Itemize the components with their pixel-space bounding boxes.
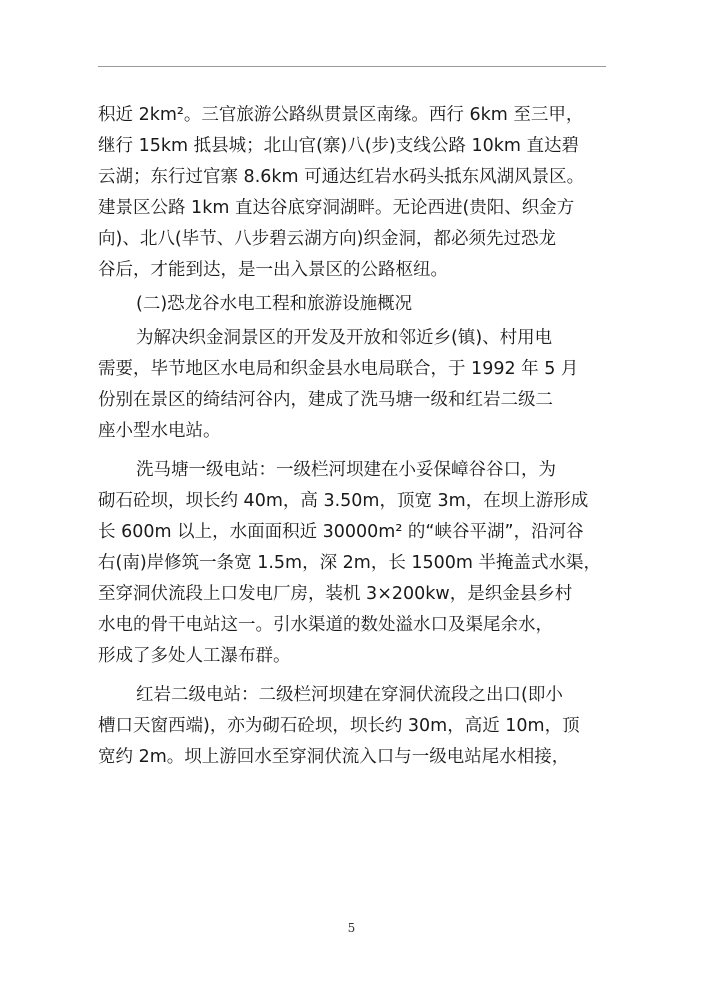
section-heading-text: (二)恐龙谷水电工程和旅游设施概况 bbox=[136, 294, 413, 314]
text-line: 水电的骨干电站这一。引水渠道的数处溢水口及渠尾余水， bbox=[98, 615, 553, 635]
paragraph-transport bbox=[98, 100, 608, 286]
text-line: 继行 15km 抵县城；北山官(寨)八(步)支线公路 10km 直达碧 bbox=[98, 136, 579, 156]
text-line: 建景区公路 1km 直达谷底穿洞湖畔。无论西进(贵阳、织金方 bbox=[98, 198, 575, 218]
text-line: 宽约 2m。坝上游回水至穿洞伏流入口与一级电站尾水相接， bbox=[98, 747, 570, 767]
text-line: 砌石砼坝，坝长约 40m，高 3.50m，顶宽 3m，在坝上游形成 bbox=[98, 491, 589, 511]
text-line: 云湖；东行过官寨 8.6km 可通达红岩水码头抵东风湖风景区。 bbox=[98, 167, 585, 187]
text-line: 向)、北八(毕节、八步碧云湖方向)织金洞，都必须先过恐龙 bbox=[98, 229, 556, 249]
paragraph-ximatang-station bbox=[98, 455, 608, 672]
text-line: 份别在景区的绮结河谷内，建成了洗马塘一级和红岩二级二 bbox=[98, 390, 553, 410]
text-line: 右(南)岸修筑一条宽 1.5m，深 2m，长 1500m 半掩盖式水渠， bbox=[98, 553, 602, 573]
section-heading bbox=[98, 289, 608, 320]
text-line: 洗马塘一级电站：一级栏河坝建在小妥保嶂谷谷口，为 bbox=[136, 460, 556, 480]
text-line: 至穿洞伏流段上口发电厂房，装机 3×200kw，是织金县乡村 bbox=[98, 584, 573, 604]
text-line: 红岩二级电站：二级栏河坝建在穿洞伏流段之出口(即小 bbox=[136, 685, 563, 705]
page-number: 5 bbox=[347, 921, 356, 935]
text-line: 形成了多处人工瀑布群。 bbox=[98, 646, 291, 666]
paragraph-hongyan-station bbox=[98, 680, 608, 773]
text-line: 积近 2km²。三官旅游公路纵贯景区南缘。西行 6km 至三甲， bbox=[98, 105, 584, 125]
text-line: 座小型水电站。 bbox=[98, 421, 221, 441]
text-line: 谷后，才能到达，是一出入景区的公路枢纽。 bbox=[98, 260, 448, 280]
text-line: 需要，毕节地区水电局和织金县水电局联合，于 1992 年 5 月 bbox=[98, 359, 579, 379]
paragraph-power-overview bbox=[98, 323, 608, 447]
text-line: 长 600m 以上，水面面积近 30000m² 的“峡谷平湖”，沿河谷 bbox=[98, 522, 584, 542]
text-line: 为解决织金洞景区的开发及开放和邻近乡(镇)、村用电 bbox=[136, 328, 553, 348]
text-line: 槽口天窗西端)，亦为砌石砼坝，坝长约 30m，高近 10m，顶 bbox=[98, 716, 580, 736]
document-body bbox=[98, 100, 608, 773]
header-rule bbox=[98, 66, 606, 67]
